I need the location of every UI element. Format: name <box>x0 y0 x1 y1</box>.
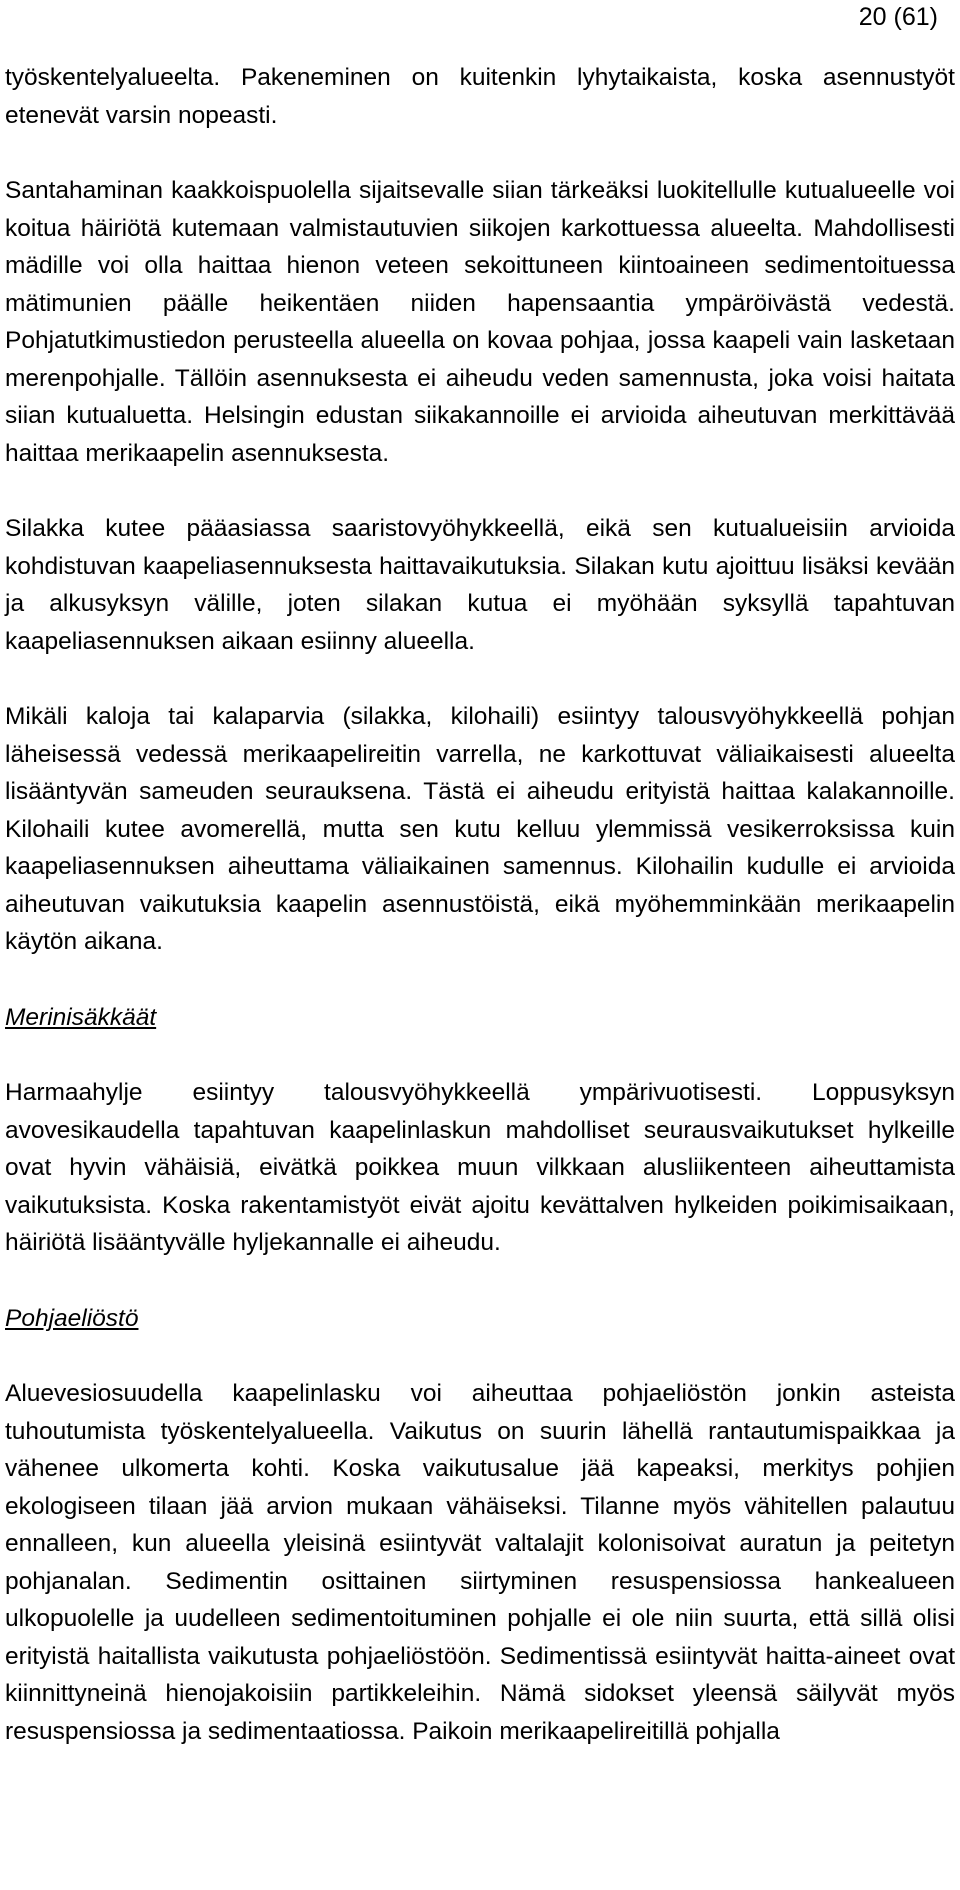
body-paragraph: Mikäli kaloja tai kalaparvia (silakka, kilohaili) esiintyy talousvyöhykkeellä pohjan läheisessä vedessä merikaapelireitin varrella, ne karkottuvat väliaikaisesti alueelta lisääntyvän sameuden seurauksena. Tästä ei aiheudu erityistä haittaa kalakannoille. Kilohaili kutee avomerellä, mutta sen kutu kelluu ylemmissä vesikerroksissa kuin kaapeliasennuksen aiheuttama väliaikainen samennus. Kilohailin kudulle ei arvioida aiheutuvan vaikutuksia kaapelin asennustöistä, eikä myöhemminkään merikaapelin käytön aikana. <box>5 703 955 955</box>
section-paragraph: Harmaahylje esiintyy talousvyöhykkeellä ympärivuotisesti. Loppusyksyn avovesikaudella tapahtuvan kaapelinlaskun mahdolliset seurausvaikutukset hylkeille ovat hyvin vähäisiä, eivätkä poikkea muun vilkkaan alusliikenteen aiheuttamista vaikutuksista. Koska rakentamistyöt eivät ajoitu kevättalven hylkeiden poikimisaikaan, häiriötä lisääntyvälle hyljekannalle ei aiheudu. <box>5 1079 955 1256</box>
body-paragraph: Silakka kutee pääasiassa saaristovyöhykkeellä, eikä sen kutualueisiin arvioida kohdistuvan kaapeliasennuksesta haittavaikutuksia. Silakan kutu ajoittuu lisäksi kevään ja alkusyksyn välille, joten silakan kutua ei myöhään syksyllä tapahtuvan kaapeliasennuksen aikaan esiinny alueella. <box>5 515 955 655</box>
body-paragraph: työskentelyalueelta. Pakeneminen on kuitenkin lyhytaikaista, koska asennustyöt etenevät varsin nopeasti. <box>5 64 955 129</box>
page-number: 20 (61) <box>858 3 938 31</box>
paragraph-gap <box>5 660 955 698</box>
section-heading-pohjaeliosto: Pohjaeliöstö <box>5 1304 139 1332</box>
paragraph-gap <box>5 1036 955 1074</box>
paragraph-gap <box>5 961 955 999</box>
section-heading-merinisakkaat: Merinisäkkäät <box>5 1003 157 1031</box>
paragraph-gap <box>5 1262 955 1300</box>
paragraph-gap <box>5 472 955 510</box>
section-paragraph: Aluevesiosuudella kaapelinlasku voi aiheuttaa pohjaeliöstön jonkin asteista tuhoutumista työskentelyalueella. Vaikutus on suurin lähellä rantautumispaikkaa ja vähenee ulkomerta kohti. Koska vaikutusalue jää kapeaksi, merkitys pohjien ekologiseen tilaan jää arvion mukaan vähäiseksi. Tilanne myös vähitellen palautuu ennalleen, kun alueella yleisinä esiintyvät valtalajit kolonisoivat auratun ja peitetyn pohjanalan. Sedimentin osittainen siirtyminen resuspensiossa hankealueen ulkopuolelle ja uudelleen sedimentoituminen pohjalle ei ole niin suurta, että sillä olisi erityistä haitallista vaikutusta pohjaeliöstöön. Sedimentissä esiintyvät haitta-aineet ovat kiinnittyneinä hienojakoisiin partikkeleihin. Nämä sidokset yleensä säilyvät myös resuspensiossa ja sedimentaatiossa. Paikoin merikaapelireitillä pohjalla <box>5 1380 955 1745</box>
body-paragraph: Santahaminan kaakkoispuolella sijaitsevalle siian tärkeäksi luokitellulle kutualueelle voi koitua häiriötä kutemaan valmistautuvien siikojen karkottuessa alueelta. Mahdollisesti mädille voi olla haittaa hienon veteen sekoittuneen kiintoaineen sedimentoituessa mätimunien päälle heikentäen niiden hapensaantia ympäröivästä vedestä. Pohjatutkimustiedon perusteella alueella on kovaa pohjaa, jossa kaapeli vain lasketaan merenpohjalle. Tällöin asennuksesta ei aiheudu veden samennusta, joka voisi haitata siian kutualuetta. Helsingin edustan siikakannoille ei arvioida aiheutuvan merkittävää haittaa merikaapelin asennuksesta. <box>5 177 955 467</box>
paragraph-gap <box>5 1337 955 1375</box>
paragraph-gap <box>5 134 955 172</box>
document-body <box>5 59 955 1750</box>
